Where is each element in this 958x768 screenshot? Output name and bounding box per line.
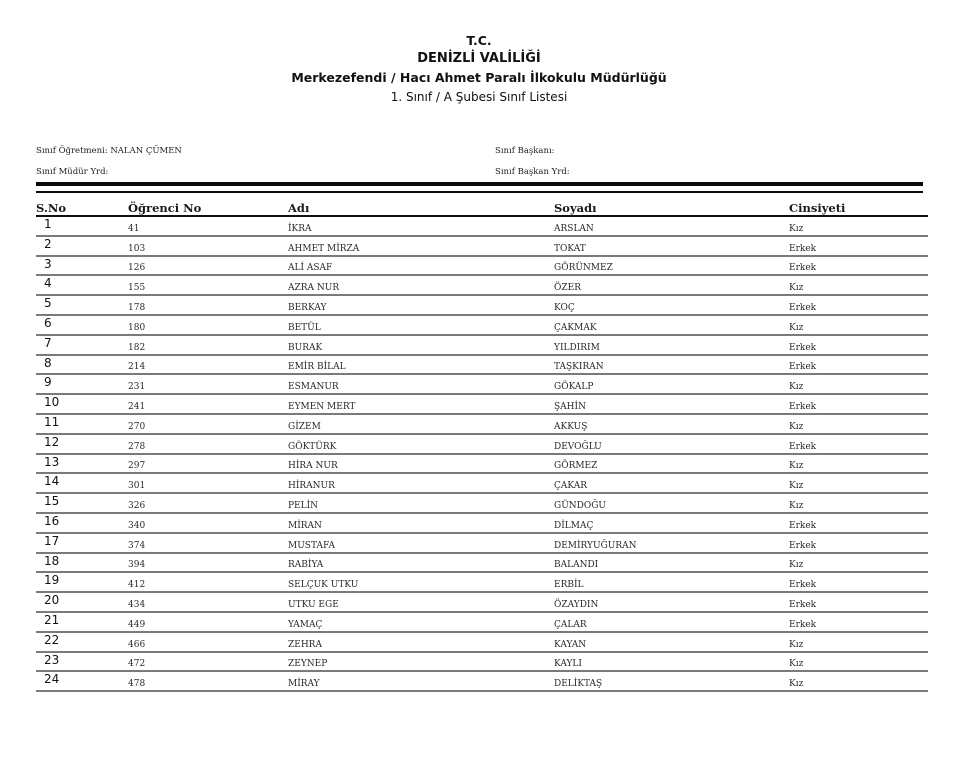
cell-sno-text: 15 xyxy=(44,494,60,509)
table-row xyxy=(36,473,928,493)
cell-surname-text: ÖZER xyxy=(554,283,581,294)
cell-student-no xyxy=(128,295,288,315)
cell-sno xyxy=(36,394,128,414)
cell-student-no xyxy=(128,553,288,573)
cell-name-text: GİZEM xyxy=(288,421,321,432)
cell-sno-text: 2 xyxy=(44,236,52,251)
cell-student-no xyxy=(128,414,288,434)
cell-gender-text: Kız xyxy=(789,283,804,294)
cell-surname-text: AKKUŞ xyxy=(554,421,588,432)
cell-sno xyxy=(36,355,128,375)
cell-student-no-text: 394 xyxy=(128,560,146,571)
cell-surname xyxy=(554,374,789,394)
cell-surname xyxy=(554,216,789,236)
table-row xyxy=(36,652,928,672)
cell-gender-text: Erkek xyxy=(789,401,817,412)
header-tc: T.C. xyxy=(466,33,492,48)
cell-student-no xyxy=(128,434,288,454)
cell-surname xyxy=(554,671,789,691)
cell-gender-text: Erkek xyxy=(789,619,817,630)
class-vice-president: Sınıf Başkan Yrd: xyxy=(495,167,570,177)
cell-sno-text: 13 xyxy=(44,454,60,469)
col-header-student-no: Öğrenci No xyxy=(128,199,288,216)
cell-student-no xyxy=(128,513,288,533)
table-row xyxy=(36,295,928,315)
cell-name xyxy=(288,236,554,256)
divider-thin xyxy=(36,191,923,193)
cell-name-text: BERKAY xyxy=(288,302,327,313)
cell-sno-text: 6 xyxy=(44,315,52,330)
cell-student-no xyxy=(128,612,288,632)
table-row xyxy=(36,671,928,691)
cell-sno-text: 17 xyxy=(44,533,60,548)
cell-name-text: BURAK xyxy=(288,342,323,353)
table-row xyxy=(36,355,928,375)
cell-name-text: MİRAY xyxy=(288,679,320,690)
cell-sno-text: 5 xyxy=(44,296,52,311)
cell-name xyxy=(288,671,554,691)
cell-name xyxy=(288,216,554,236)
cell-surname xyxy=(554,454,789,474)
cell-gender-text: Kız xyxy=(789,500,804,511)
table-row xyxy=(36,612,928,632)
cell-student-no-text: 449 xyxy=(128,619,146,630)
cell-gender xyxy=(789,275,928,295)
cell-name xyxy=(288,394,554,414)
cell-student-no-text: 340 xyxy=(128,520,146,531)
table-row xyxy=(36,434,928,454)
cell-surname-text: KAYAN xyxy=(554,639,587,650)
cell-gender xyxy=(789,612,928,632)
cell-sno xyxy=(36,434,128,454)
divider-thick xyxy=(36,182,923,186)
table-row xyxy=(36,553,928,573)
cell-surname xyxy=(554,355,789,375)
cell-gender xyxy=(789,256,928,276)
cell-sno-text: 1 xyxy=(44,217,52,231)
cell-surname-text: GÖKALP xyxy=(554,382,594,393)
cell-gender-text: Erkek xyxy=(789,580,817,591)
cell-sno-text: 3 xyxy=(44,256,52,271)
cell-sno xyxy=(36,592,128,612)
cell-gender xyxy=(789,374,928,394)
table-row xyxy=(36,374,928,394)
cell-name xyxy=(288,454,554,474)
col-header-name: Adı xyxy=(288,199,554,216)
cell-sno xyxy=(36,275,128,295)
cell-surname xyxy=(554,652,789,672)
cell-student-no-text: 374 xyxy=(128,540,146,551)
cell-student-no xyxy=(128,652,288,672)
cell-gender xyxy=(789,592,928,612)
cell-sno-text: 9 xyxy=(44,375,52,390)
cell-name-text: BETÜL xyxy=(288,322,321,333)
table-row xyxy=(36,513,928,533)
header-school: Merkezefendi / Hacı Ahmet Paralı İlkokulu Müdürlüğü xyxy=(291,70,667,85)
header-governorship: DENİZLİ VALİLİĞİ xyxy=(417,51,541,66)
cell-gender-text: Kız xyxy=(789,659,804,670)
cell-surname-text: KAYLI xyxy=(554,659,582,670)
cell-gender xyxy=(789,295,928,315)
table-row xyxy=(36,394,928,414)
cell-student-no-text: 466 xyxy=(128,639,146,650)
cell-name xyxy=(288,434,554,454)
cell-student-no xyxy=(128,454,288,474)
cell-student-no-text: 434 xyxy=(128,599,146,610)
cell-gender-text: Kız xyxy=(789,679,804,690)
cell-name xyxy=(288,414,554,434)
cell-name-text: RABİYA xyxy=(288,560,324,571)
cell-surname xyxy=(554,533,789,553)
cell-name xyxy=(288,632,554,652)
cell-student-no xyxy=(128,394,288,414)
cell-gender-text: Erkek xyxy=(789,520,817,531)
cell-sno xyxy=(36,493,128,513)
cell-sno-text: 7 xyxy=(44,335,52,350)
cell-sno-text: 16 xyxy=(44,513,60,528)
cell-student-no-text: 326 xyxy=(128,500,146,511)
cell-student-no-text: 214 xyxy=(128,362,146,373)
col-header-gender: Cinsiyeti xyxy=(789,199,928,216)
cell-sno xyxy=(36,454,128,474)
table-row xyxy=(36,414,928,434)
cell-surname xyxy=(554,434,789,454)
cell-surname-text: GÖRÜNMEZ xyxy=(554,263,613,274)
cell-gender xyxy=(789,473,928,493)
cell-name xyxy=(288,355,554,375)
cell-student-no xyxy=(128,533,288,553)
cell-surname xyxy=(554,295,789,315)
student-table xyxy=(36,199,928,692)
cell-surname xyxy=(554,553,789,573)
cell-surname xyxy=(554,513,789,533)
cell-name-text: YAMAÇ xyxy=(288,619,323,630)
table-header-row xyxy=(36,199,928,216)
cell-student-no xyxy=(128,236,288,256)
cell-surname-text: DİLMAÇ xyxy=(554,520,594,531)
cell-student-no xyxy=(128,592,288,612)
cell-name xyxy=(288,592,554,612)
cell-student-no xyxy=(128,572,288,592)
cell-student-no-text: 178 xyxy=(128,302,146,313)
cell-sno-text: 21 xyxy=(44,612,60,627)
cell-surname xyxy=(554,592,789,612)
table-row xyxy=(36,572,928,592)
cell-student-no xyxy=(128,374,288,394)
cell-student-no xyxy=(128,355,288,375)
cell-gender xyxy=(789,355,928,375)
cell-surname xyxy=(554,256,789,276)
cell-gender-text: Kız xyxy=(789,639,804,650)
cell-sno xyxy=(36,612,128,632)
cell-name xyxy=(288,295,554,315)
cell-name-text: ESMANUR xyxy=(288,382,339,393)
cell-student-no-text: 478 xyxy=(128,679,146,690)
cell-sno xyxy=(36,315,128,335)
cell-surname xyxy=(554,315,789,335)
cell-sno-text: 19 xyxy=(44,573,60,588)
cell-surname-text: ERBİL xyxy=(554,580,584,591)
cell-surname xyxy=(554,394,789,414)
cell-gender-text: Kız xyxy=(789,560,804,571)
cell-gender xyxy=(789,236,928,256)
cell-sno-text: 8 xyxy=(44,355,52,370)
table-row xyxy=(36,632,928,652)
cell-sno-text: 22 xyxy=(44,632,60,647)
cell-name xyxy=(288,315,554,335)
header-class-title: 1. Sınıf / A Şubesi Sınıf Listesi xyxy=(390,90,568,104)
col-header-surname: Soyadı xyxy=(554,199,789,216)
cell-gender-text: Kız xyxy=(789,481,804,492)
cell-surname xyxy=(554,414,789,434)
cell-name-text: MİRAN xyxy=(288,520,322,531)
cell-gender xyxy=(789,652,928,672)
cell-surname-text: YILDIRIM xyxy=(554,342,600,353)
cell-sno xyxy=(36,414,128,434)
cell-gender xyxy=(789,513,928,533)
cell-gender xyxy=(789,671,928,691)
cell-student-no xyxy=(128,473,288,493)
cell-surname-text: ÇALAR xyxy=(554,619,587,630)
cell-gender xyxy=(789,632,928,652)
cell-gender-text: Kız xyxy=(789,421,804,432)
cell-surname-text: ÇAKAR xyxy=(554,481,588,492)
cell-name-text: SELÇUK UTKU xyxy=(288,580,359,591)
cell-sno xyxy=(36,335,128,355)
cell-name-text: GÖKTÜRK xyxy=(288,441,337,452)
cell-gender-text: Kız xyxy=(789,382,804,393)
table-row xyxy=(36,533,928,553)
cell-surname xyxy=(554,275,789,295)
cell-gender-text: Erkek xyxy=(789,302,817,313)
cell-name-text: EMİR BİLAL xyxy=(288,362,346,373)
cell-student-no-text: 231 xyxy=(128,382,146,393)
cell-surname-text: ÇAKMAK xyxy=(554,322,597,333)
cell-surname-text: GÜNDOĞU xyxy=(554,500,607,511)
cell-student-no-text: 472 xyxy=(128,659,146,670)
cell-student-no-text: 155 xyxy=(128,283,146,294)
cell-student-no-text: 126 xyxy=(128,263,146,274)
cell-sno xyxy=(36,652,128,672)
cell-sno xyxy=(36,473,128,493)
cell-gender-text: Erkek xyxy=(789,342,817,353)
cell-gender-text: Erkek xyxy=(789,540,817,551)
table-row xyxy=(36,454,928,474)
cell-name-text: ZEHRA xyxy=(288,639,322,650)
cell-surname-text: ARSLAN xyxy=(554,223,594,234)
cell-sno-text: 18 xyxy=(44,553,60,568)
cell-surname-text: ÖZAYDIN xyxy=(554,599,599,610)
cell-sno xyxy=(36,513,128,533)
cell-name xyxy=(288,612,554,632)
cell-surname-text: DEVOĞLU xyxy=(554,441,602,452)
cell-surname-text: DEMİRYUĞURAN xyxy=(554,540,637,551)
cell-name-text: UTKU EGE xyxy=(288,599,339,610)
cell-name-text: AHMET MİRZA xyxy=(288,243,360,254)
cell-sno xyxy=(36,533,128,553)
cell-sno-text: 12 xyxy=(44,434,60,449)
cell-sno-text: 23 xyxy=(44,652,60,667)
cell-name xyxy=(288,493,554,513)
cell-gender xyxy=(789,454,928,474)
cell-sno-text: 14 xyxy=(44,474,60,489)
table-row xyxy=(36,315,928,335)
cell-student-no-text: 103 xyxy=(128,243,146,254)
cell-gender xyxy=(789,216,928,236)
cell-surname-text: GÖRMEZ xyxy=(554,461,598,472)
cell-name xyxy=(288,513,554,533)
cell-sno xyxy=(36,632,128,652)
cell-sno-text: 24 xyxy=(44,672,60,687)
cell-name-text: PELİN xyxy=(288,500,319,511)
table-row xyxy=(36,335,928,355)
cell-surname xyxy=(554,612,789,632)
cell-student-no xyxy=(128,493,288,513)
cell-name xyxy=(288,553,554,573)
cell-student-no-text: 270 xyxy=(128,421,146,432)
cell-student-no-text: 412 xyxy=(128,580,146,591)
cell-gender xyxy=(789,394,928,414)
class-teacher: Sınıf Öğretmeni: NALAN ÇÜMEN xyxy=(36,146,182,156)
cell-gender xyxy=(789,553,928,573)
cell-sno xyxy=(36,374,128,394)
cell-gender xyxy=(789,414,928,434)
cell-gender-text: Kız xyxy=(789,461,804,472)
cell-name-text: ALİ ASAF xyxy=(288,263,333,274)
class-president: Sınıf Başkanı: xyxy=(495,146,555,156)
cell-sno-text: 20 xyxy=(44,593,60,608)
cell-surname xyxy=(554,473,789,493)
cell-sno xyxy=(36,236,128,256)
cell-student-no xyxy=(128,335,288,355)
cell-gender-text: Kız xyxy=(789,322,804,333)
cell-gender xyxy=(789,533,928,553)
cell-student-no-text: 278 xyxy=(128,441,146,452)
cell-sno xyxy=(36,295,128,315)
cell-surname xyxy=(554,335,789,355)
cell-student-no-text: 182 xyxy=(128,342,146,353)
cell-name xyxy=(288,275,554,295)
table-row xyxy=(36,275,928,295)
cell-student-no xyxy=(128,315,288,335)
cell-sno xyxy=(36,572,128,592)
cell-student-no-text: 41 xyxy=(128,223,140,234)
cell-name-text: ZEYNEP xyxy=(288,659,328,670)
cell-name xyxy=(288,572,554,592)
cell-student-no-text: 301 xyxy=(128,481,146,492)
cell-student-no-text: 241 xyxy=(128,401,146,412)
cell-name-text: AZRA NUR xyxy=(288,283,340,294)
table-row xyxy=(36,216,928,236)
cell-sno-text: 11 xyxy=(44,414,60,429)
cell-name xyxy=(288,652,554,672)
cell-name-text: HİRA NUR xyxy=(288,461,338,472)
cell-sno-text: 4 xyxy=(44,276,52,291)
cell-surname-text: DELİKTAŞ xyxy=(554,679,603,690)
cell-surname-text: ŞAHİN xyxy=(554,401,586,412)
cell-sno-text: 10 xyxy=(44,395,60,410)
cell-gender-text: Erkek xyxy=(789,362,817,373)
cell-student-no xyxy=(128,216,288,236)
cell-name xyxy=(288,256,554,276)
cell-surname-text: BALANDI xyxy=(554,560,599,571)
cell-gender-text: Erkek xyxy=(789,263,817,274)
cell-name-text: EYMEN MERT xyxy=(288,401,356,412)
cell-gender-text: Kız xyxy=(789,223,804,234)
cell-name-text: MUSTAFA xyxy=(288,540,335,551)
cell-name xyxy=(288,473,554,493)
cell-surname xyxy=(554,572,789,592)
col-header-sno: S.No xyxy=(36,199,128,216)
cell-gender xyxy=(789,493,928,513)
cell-surname-text: TAŞKIRAN xyxy=(554,362,604,373)
cell-gender xyxy=(789,434,928,454)
cell-sno xyxy=(36,553,128,573)
cell-student-no-text: 180 xyxy=(128,322,146,333)
cell-name-text: HİRANUR xyxy=(288,481,335,492)
cell-gender xyxy=(789,335,928,355)
cell-sno xyxy=(36,256,128,276)
cell-student-no xyxy=(128,256,288,276)
cell-surname xyxy=(554,632,789,652)
table-row xyxy=(36,256,928,276)
cell-gender xyxy=(789,572,928,592)
cell-gender-text: Erkek xyxy=(789,243,817,254)
cell-name xyxy=(288,374,554,394)
table-row xyxy=(36,592,928,612)
cell-surname-text: KOÇ xyxy=(554,302,575,313)
cell-name xyxy=(288,335,554,355)
cell-student-no-text: 297 xyxy=(128,461,146,472)
table-row xyxy=(36,493,928,513)
cell-student-no xyxy=(128,632,288,652)
cell-sno xyxy=(36,216,128,236)
cell-gender-text: Erkek xyxy=(789,599,817,610)
cell-sno xyxy=(36,671,128,691)
cell-surname-text: TOKAT xyxy=(554,243,586,254)
cell-gender-text: Erkek xyxy=(789,441,817,452)
cell-surname xyxy=(554,493,789,513)
cell-name xyxy=(288,533,554,553)
table-row xyxy=(36,236,928,256)
cell-student-no xyxy=(128,671,288,691)
class-assistant: Sınıf Müdür Yrd: xyxy=(36,167,109,177)
cell-surname xyxy=(554,236,789,256)
cell-name-text: İKRA xyxy=(288,223,312,234)
cell-student-no xyxy=(128,275,288,295)
cell-gender xyxy=(789,315,928,335)
